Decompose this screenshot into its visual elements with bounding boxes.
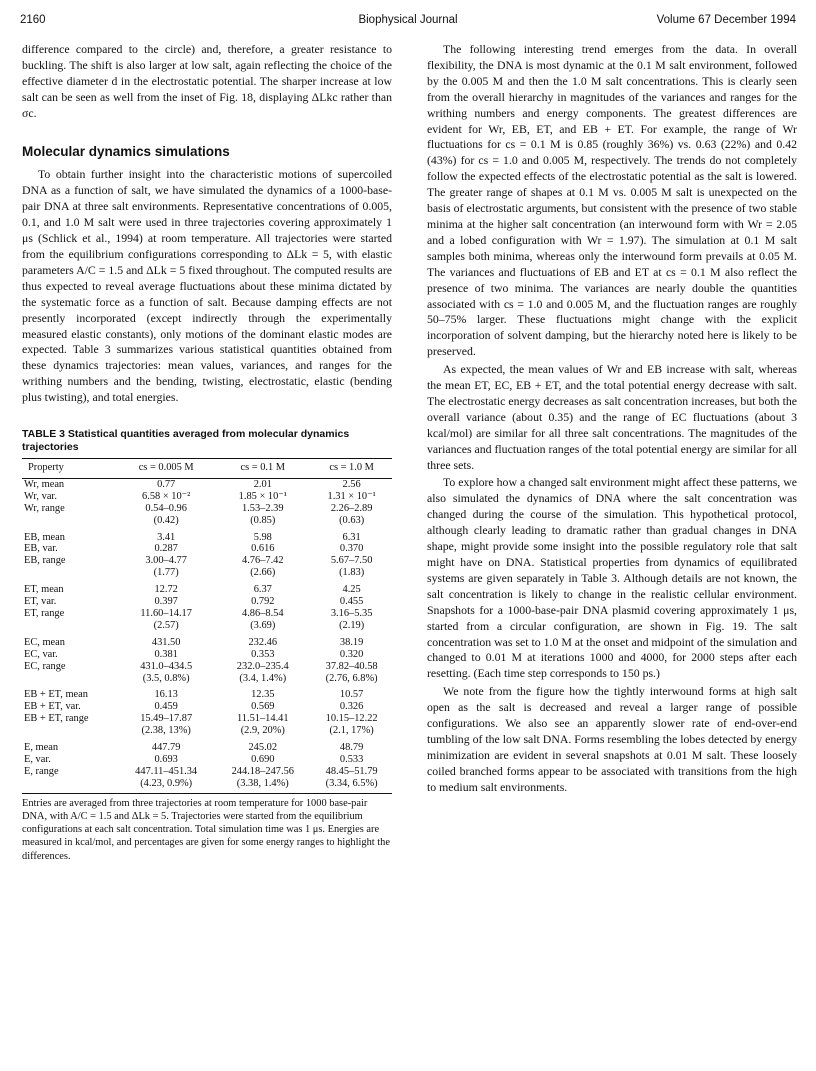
table-row [22,596,392,608]
value-cell: (2.76, 6.8%) [325,672,378,684]
table-3 [22,458,392,794]
value-cell: 0.326 [339,701,364,713]
property-cell: EC, mean [24,636,65,648]
value-cell: 0.77 [157,478,176,490]
property-cell: EB + ET, mean [24,689,88,701]
table-label: TABLE 3 [22,428,65,441]
property-cell: E, range [24,765,59,777]
table-row [22,608,392,620]
table-row [22,543,392,555]
value-cell: 0.287 [154,543,178,555]
value-cell: 431.0–434.5 [140,660,193,672]
value-cell: 232.0–235.4 [236,660,289,672]
value-cell: 0.353 [251,648,275,660]
value-cell: (0.42) [153,514,179,526]
value-cell: 48.79 [339,742,364,754]
table-row [22,701,392,713]
value-cell: (3.38, 1.4%) [214,778,311,793]
value-cell: 0.569 [251,701,275,713]
table-row [22,478,392,490]
value-cell: 1.31 × 10⁻¹ [327,490,376,502]
table-row [22,491,392,503]
value-cell: 0.320 [339,648,364,660]
table-header-row [22,459,392,479]
property-cell: EB + ET, var. [24,701,81,713]
value-cell: (3.69) [250,619,276,631]
value-cell: 447.11–451.34 [135,765,198,777]
table-row [22,620,392,632]
property-cell: EB, var. [24,543,58,555]
value-cell: 0.397 [154,596,178,608]
value-cell: 1.53–2.39 [242,502,284,514]
table-row [22,649,392,661]
value-cell: 38.19 [339,636,364,648]
value-cell: (0.85) [250,514,276,526]
value-cell: 6.31 [342,531,361,543]
value-cell: 0.54–0.96 [145,502,187,514]
value-cell: 4.86–8.54 [242,608,284,619]
table-row [22,737,392,754]
value-cell: 6.37 [253,584,272,596]
paragraph: We note from the figure how the tightly interwound forms at high salt open as the salt is decreased and reveal a larger range of possible configurations. We also see an apparently slower rate of end-over-end tumbling of the low salt DNA. Forms resembling the lobes detected by energy minimization are evident in several snapshots at 0.01 M salt. These loosely coiled branched forms appear to be associated with transitions from the high to medium salt environments. [427,684,797,794]
continued-paragraph: difference compared to the circle) and, therefore, a greater resistance to buckling. The shift is also larger at low salt, again reflecting the choice of the effective diameter d in the electrostatic potential. The sharper increase at low salt can be seen as well from the inset of Fig. 18, displaying ΔLkc rather than σc. [22,42,392,120]
property-cell [22,778,118,793]
value-cell: 431.50 [151,636,181,648]
table-title: Statistical quantities averaged from molecular dynamics trajectories [22,428,350,454]
property-cell [22,515,118,527]
property-cell [22,620,118,632]
running-header [20,14,796,34]
value-cell: 4.25 [342,584,361,596]
value-cell: 1.85 × 10⁻¹ [238,490,287,502]
table-caption [22,428,392,454]
value-cell: 48.45–51.79 [325,765,378,777]
value-cell: 2.26–2.89 [330,502,373,514]
value-cell: 244.18–247.56 [231,765,294,777]
value-cell: (0.63) [339,514,365,526]
paragraph: The following interesting trend emerges from the data. In overall flexibility, the DNA is most dynamic at the 0.1 M salt environment, followed by the 0.005 M and then the 1.0 M salt concentrations. This is clearly seen from the overall hierarchy in magnitudes of the variances and ranges for the writhing numbers and energy components. The greatest differences are evident for Wr, EB, ET, and EB + ET. For example, the range of Wr fluctuations for cs = 0.1 M is 0.85 (roughly 36%) vs. 0.63 (22%) and 0.42 (43%) for cs = 1.0 and 0.005 M, respectively. The trends do not completely follow the expected effects of the electrostatic potential as the salt is lowered. The greater range of shapes at 0.1 M vs. 0.005 M salt is unexpected on the basis of electrostatic arguments, but consistent with the presence of two stable minima at the higher salt concentration (an interwound form with Wr = 2.05 and a lobed configuration with Wr = 1.97). The simulation at 0.1 M salt samples both minima, whereas only the interwound form prevails at 0.05 M. The variances and fluctuations of EB and ET at cs = 0.1 M also reflect the presence of two minima. The variances are nearly double the quantities associated with cs = 1.0 and 0.005 M, and the fluctuation ranges are roughly 50–75% larger. These fluctuations might change with the explicit incorporation of solvent damping, but the hierarchy noted here is likely to be preserved. [427,42,797,359]
right-column [427,42,797,796]
value-cell: 4.76–7.42 [242,555,284,567]
table-row [22,555,392,567]
value-cell: (1.83) [339,567,365,579]
value-cell: 15.49–17.87 [140,713,193,725]
property-cell: EC, range [24,660,66,672]
table-row [22,632,392,649]
table-row [22,754,392,766]
table-row [22,713,392,725]
md-paragraph: To obtain further insight into the characteristic motions of supercoiled DNA as a function of salt, we have simulated the dynamics of a 1000-base-pair DNA at three salt environments. Representative concentrations of 0.005, 0.1, and 1.0 M salt were used in three trajectories covering approximately 1 μs (Schlick et al., 1994) at room temperature. All trajectories were started from the equilibrium configurations corresponding to ΔLk = 5, with elastic parameters A/C = 1.5 and ΔLk = 5 fixed throughout. The computed results are thus expected to reveal average fluctuations about these minima dictated by the systematic force as a function of salt. Because damping effects are not presently incorporated (except indirectly through the experimentally measured elastic constants), only motions of the dominant elastic modes are expected. Table 3 summarizes various statistical quantities obtained from these dynamics trajectories: mean values, variances, and ranges for the writhing numbers and the bending, twisting, electrostatic, elastic (bending plus twisting), and total energies. [22,167,392,405]
value-cell: 37.82–40.58 [325,660,378,672]
property-cell: Wr, mean [24,478,65,490]
table-row [22,527,392,544]
property-cell [22,725,118,737]
property-cell: ET, var. [24,596,57,608]
value-cell: 11.60–14.17 [140,608,192,619]
header-cell: cs = 1.0 M [311,459,392,479]
value-cell: (3.4, 1.4%) [239,672,287,684]
value-cell: 0.455 [339,596,364,608]
value-cell: 5.98 [253,531,272,543]
left-column [22,42,392,863]
section-heading: Molecular dynamics simulations [22,143,230,159]
paragraph: As expected, the mean values of Wr and EB increase with salt, whereas the mean ET, EC, EB + ET, and the total potential energy decrease with salt. The electrostatic energy decreases as salt concentration increases, but both the overall variance (about 0.35) and the range of EC fluctuations (about 3 kcal/mol) are similar for all three salt concentrations. The magnitudes of the variances and fluctuation ranges of the total potential energy are similar for all three sets. [427,362,797,472]
value-cell: 0.792 [251,596,275,608]
value-cell: (2.38, 13%) [141,725,191,737]
value-cell: 11.51–14.41 [236,713,289,725]
value-cell: 447.79 [151,742,181,754]
property-cell: ET, mean [24,584,64,596]
value-cell: 12.72 [154,584,178,596]
value-cell: 10.15–12.22 [325,713,378,725]
header-cell: Property [22,459,118,479]
property-cell [22,673,118,685]
journal-name: Biophysical Journal [358,14,458,26]
value-cell: (2.1, 17%) [329,725,374,737]
value-cell: 6.58 × 10⁻² [142,490,191,502]
value-cell: 16.13 [154,689,178,701]
table-row [22,778,392,793]
value-cell: 0.693 [154,753,178,765]
value-cell: (2.9, 20%) [240,725,285,737]
table-row [22,503,392,515]
table-row [22,567,392,579]
value-cell: 3.16–5.35 [330,608,373,619]
property-cell: EC, var. [24,648,58,660]
value-cell: (3.5, 0.8%) [142,672,190,684]
value-cell: (4.23, 0.9%) [118,778,214,793]
value-cell: 10.57 [339,689,364,701]
value-cell: (2.19) [339,619,365,631]
table-row [22,515,392,527]
table-row [22,579,392,596]
value-cell: 0.381 [154,648,178,660]
value-cell: (2.66) [250,567,276,579]
value-cell: 2.56 [342,478,361,490]
value-cell: 12.35 [251,689,275,701]
table-row [22,673,392,685]
value-cell: 232.46 [248,636,278,648]
table-row [22,661,392,673]
property-cell: ET, range [24,608,65,619]
header-cell: cs = 0.1 M [214,459,311,479]
property-cell [22,567,118,579]
table-row [22,766,392,778]
value-cell: 0.690 [251,753,275,765]
property-cell: EB, range [24,555,66,567]
value-cell: 3.41 [157,531,176,543]
value-cell: (2.57) [153,619,179,631]
value-cell: (1.77) [153,567,179,579]
property-cell: E, mean [24,742,59,754]
table-footnote: Entries are averaged from three trajectories at room temperature for 1000 base-pair DNA, with A/C = 1.5 and ΔLk = 5. Trajectories were started from the equilibrium configurations at each salt concentration. Total simulation time was 1 μs. Energies are measured in kcal/mol, and percentages are given for some energy ranges to highlight the differences. [22,797,390,862]
table-row [22,725,392,737]
issue-info: Volume 67 December 1994 [656,14,796,26]
table-row [22,684,392,701]
header-cell: cs = 0.005 M [118,459,214,479]
value-cell: (3.34, 6.5%) [311,778,392,793]
value-cell: 0.533 [339,753,364,765]
property-cell: E, var. [24,753,51,765]
value-cell: 0.459 [154,701,178,713]
value-cell: 3.00–4.77 [145,555,187,567]
value-cell: 245.02 [248,742,278,754]
value-cell: 0.370 [339,543,364,555]
value-cell: 0.616 [251,543,275,555]
property-cell: Wr, range [24,502,65,514]
paragraph: To explore how a changed salt environment might affect these patterns, we also simulated the dynamics of DNA where the salt concentration was changed during the course of the simulation. This hypothetical protocol, although clearly leading to dramatic rather than gradual changes in DNA shape, might provide some insight into the possible regulatory role that salt might have on DNA. Statistical properties from dynamics of equilibrated systems are given separately in Table 3. Although details are not known, the salt concentration is likely to change in the realistic cellular environment. Snapshots for a 1000-base-pair DNA plasmid covering approximately 1 μs, started from a circular configuration, are shown in Fig. 19. The salt concentration was set to 1.0 M at the onset and midpoint of the simulation and changed to 0.01 M at iterations 1000 and 4000, for 2000 steps after each resetting. (Each time step corresponds to 150 ps.) [427,475,797,681]
property-cell: Wr, var. [24,490,57,502]
property-cell: EB, mean [24,531,65,543]
table-body [22,478,392,793]
property-cell: EB + ET, range [24,713,89,725]
value-cell: 2.01 [253,478,272,490]
value-cell: 5.67–7.50 [330,555,373,567]
page-number: 2160 [20,14,46,26]
